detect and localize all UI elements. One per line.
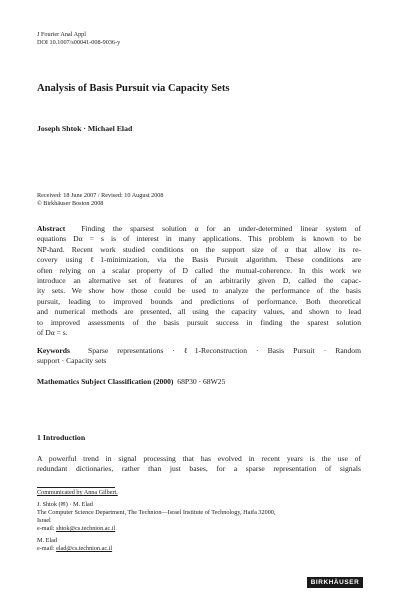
abstract-line: and numerical methods are presented, all using the capacity values, and shown to lead <box>37 307 361 317</box>
email-link-elad[interactable]: elad@cs.technion.ac.il <box>56 545 113 552</box>
communicated-by: Communicated by Anna Gilbert. <box>37 489 118 496</box>
journal-name: J Fourier Anal Appl <box>37 31 86 38</box>
copyright: © Birkhäuser Boston 2008 <box>37 200 104 207</box>
abstract-line: often relying on a scalar property of D called the mutual-coherence. In this work we <box>37 265 361 275</box>
abstract-line: pursuit, leading to improved bounds and predictions of performance. Both theoretical <box>37 296 361 306</box>
logo-text: BIRKHÄUSER <box>310 579 360 586</box>
doi: DOI 10.1007/s00041-008-9036-y <box>37 39 121 46</box>
dates-block <box>37 192 164 208</box>
abstract-line: Abstract Finding the sparsest solution α for an under-determined linear system of <box>37 224 362 233</box>
intro-line: A powerful trend in signal processing that has evolved in recent years is the use of <box>37 454 361 463</box>
abstract-line: to improved assessments of the basis pursuit success in finding the sparest solution <box>37 317 361 327</box>
abstract-line: covery using ℓ1-minimization, via the Basis Pursuit algorithm. These conditions are <box>37 255 361 265</box>
abstract-line: NP-hard. Recent work studied conditions on the support size of α that allow its re- <box>37 244 361 254</box>
intro-line: redundant dictionaries, rather than just bases, for a sparse representation of signals <box>37 464 361 474</box>
affiliation-line: The Computer Science Department, The Technion—Israel Institute of Technology, Haifa 32000, <box>37 509 276 516</box>
footnotes <box>37 489 275 553</box>
abstract-line: ity sets. We show how those could be used to analyze the performance of the basis <box>37 286 361 296</box>
email-label: e-mail: <box>37 545 55 552</box>
msc-label: Mathematics Subject Classification (2000) <box>37 377 174 386</box>
birkhauser-logo <box>307 577 363 588</box>
journal-header <box>37 31 120 47</box>
authors: Joseph Shtok · Michael Elad <box>37 124 133 133</box>
author-affiliation-2: M. Elad <box>37 537 57 544</box>
keywords-line: support · Capacity sets <box>37 356 107 366</box>
abstract-line: introduce an alternative set of features of an arbitrarily given D, called the capac- <box>37 276 361 286</box>
footnote-rule <box>37 487 115 488</box>
affiliation-line: Israel <box>37 517 51 524</box>
keywords-label: Keywords <box>37 346 70 355</box>
msc-value: 68P30 · 68W25 <box>177 377 226 386</box>
author-affiliation-1: J. Shtok (✉) · M. Elad <box>37 501 93 508</box>
intro-paragraph <box>37 454 361 475</box>
received-dates: Received: 18 June 2007 / Revised: 10 August 2008 <box>37 192 164 199</box>
keywords-line: Sparse representations · ℓ1-Reconstruction · Basis Pursuit · Random <box>88 346 362 355</box>
abstract-line: of Dα = s. <box>37 328 68 338</box>
msc-classification <box>37 377 225 387</box>
abstract-label: Abstract <box>37 224 66 233</box>
abstract-line: equations Dα = s is of interest in many applications. This problem is known to be <box>37 234 361 244</box>
abstract <box>37 224 361 338</box>
section-heading: 1 Introduction <box>37 433 86 442</box>
paper-title: Analysis of Basis Pursuit via Capacity Sets <box>37 83 230 94</box>
email-label: e-mail: <box>37 525 55 532</box>
keywords <box>37 346 361 367</box>
email-link-shtok[interactable]: shtok@cs.technion.ac.il <box>56 525 116 532</box>
